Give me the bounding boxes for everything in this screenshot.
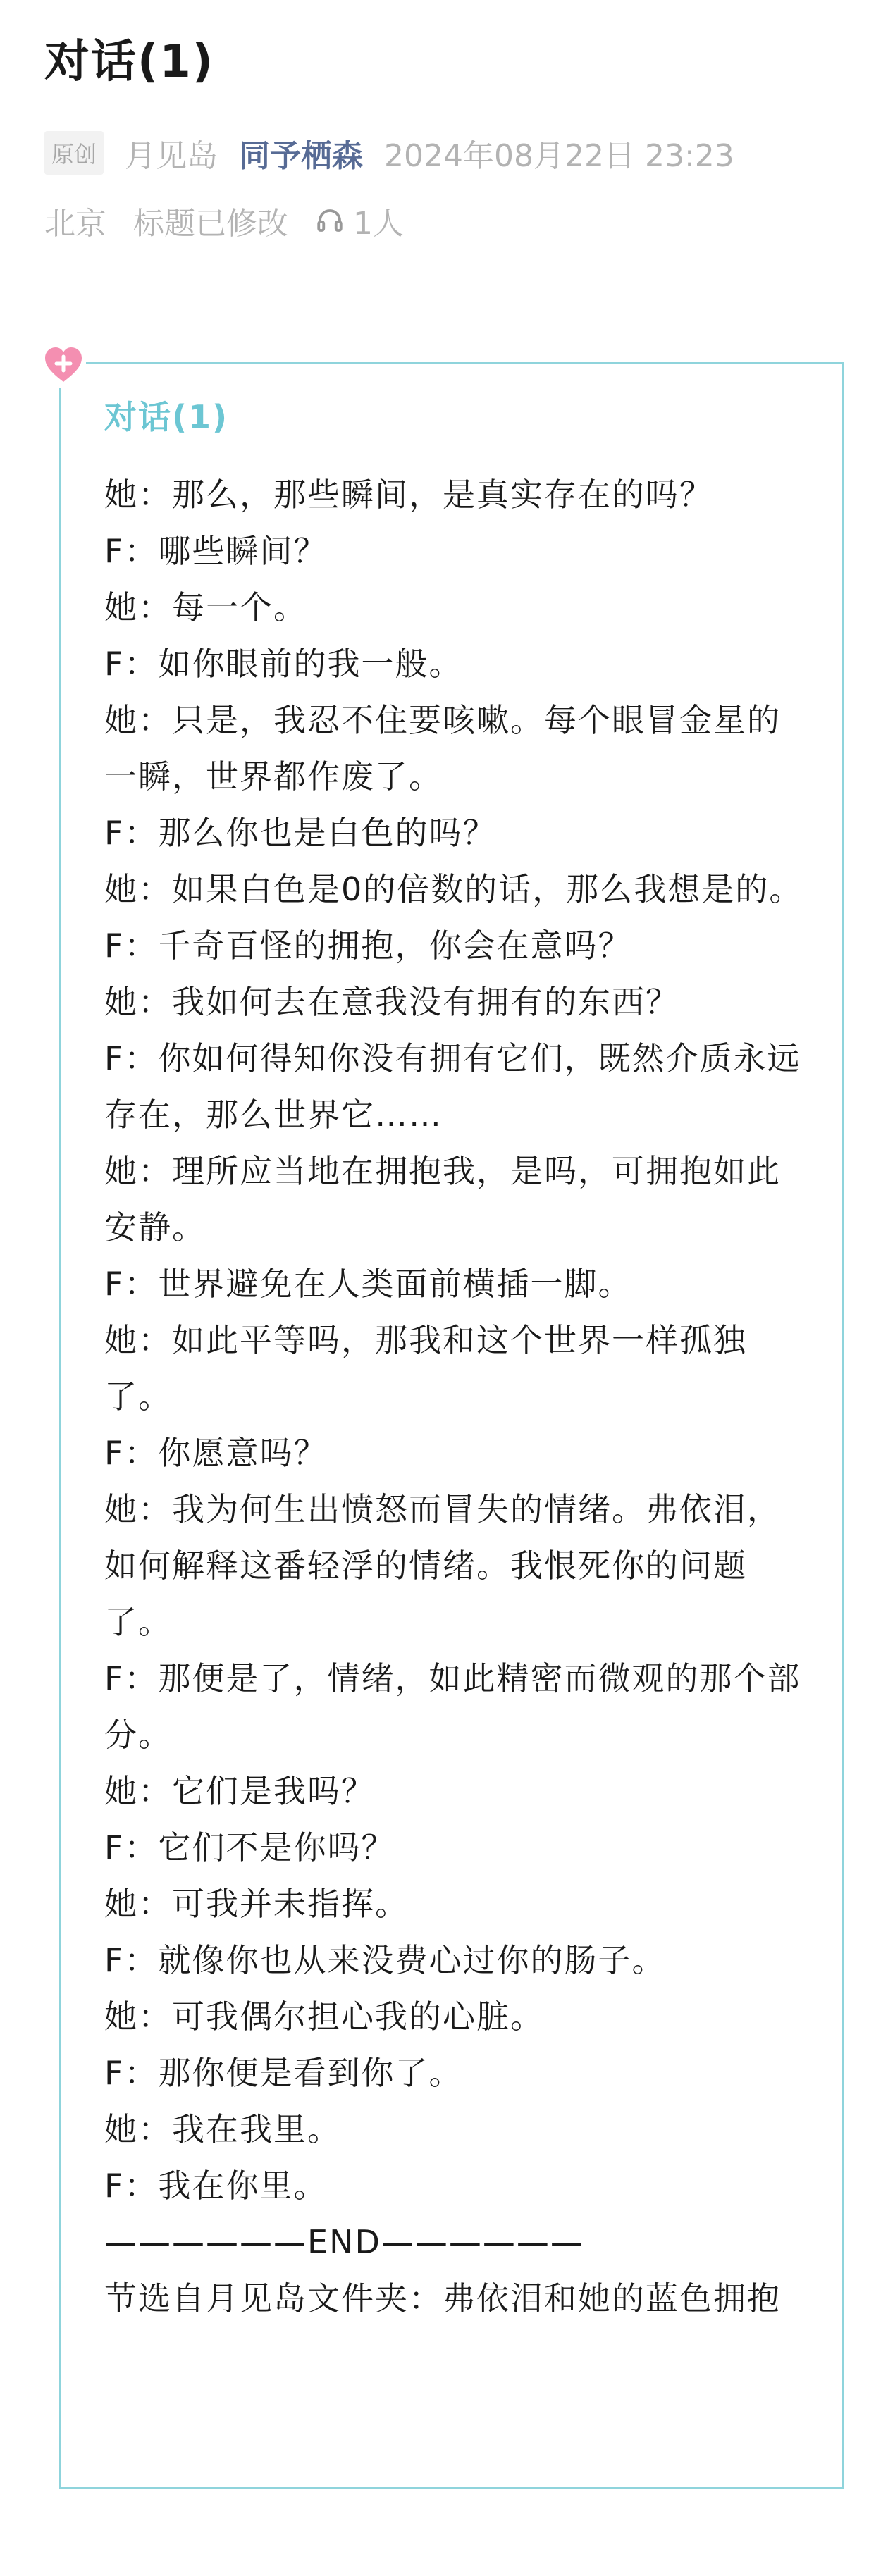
dialogue-line: 她：我如何去在意我没有拥有的东西？ xyxy=(104,983,679,1021)
dialogue-line: 她：可我偶尔担心我的心脏。 xyxy=(104,1998,544,2036)
listener-count: 1人 xyxy=(353,206,404,242)
account-name[interactable]: 月见岛 xyxy=(125,138,218,174)
dialogue-line: 她：如果白色是0的倍数的话，那么我想是的。 xyxy=(104,870,803,908)
original-badge: 原创 xyxy=(44,131,104,175)
dialogue-line: F：如你眼前的我一般。 xyxy=(104,645,463,683)
dialogue-line: F：千奇百怪的拥抱，你会在意吗？ xyxy=(104,927,632,965)
author-link[interactable]: 同予栖森 xyxy=(239,138,364,174)
source-note: 节选自月见岛文件夹：弗依泪和她的蓝色拥抱 xyxy=(104,2279,781,2317)
dialogue-line: F：它们不是你吗？ xyxy=(104,1828,395,1866)
publish-location: 北京 xyxy=(44,206,106,242)
dialogue-body xyxy=(104,466,809,2327)
dialogue-line: F：你愿意吗？ xyxy=(104,1434,328,1472)
dialogue-line: 她：可我并未指挥。 xyxy=(104,1885,409,1923)
dialogue-line: F：世界避免在人类面前横插一脚。 xyxy=(104,1265,632,1303)
dialogue-line: F：那你便是看到你了。 xyxy=(104,2054,463,2092)
card-title: 对话(1) xyxy=(104,398,229,436)
end-divider: ——————END—————— xyxy=(104,2223,584,2261)
listen-button[interactable] xyxy=(315,198,404,243)
publish-datetime: 2024年08月22日 23:23 xyxy=(384,138,734,174)
article-meta-secondary xyxy=(44,196,404,245)
dialogue-line: F：那便是了，情绪，如此精密而微观的那个部分。 xyxy=(104,1659,801,1754)
dialogue-line: 她：理所应当地在拥抱我，是吗，可拥抱如此安静。 xyxy=(104,1152,781,1246)
dialogue-line: 她：如此平等吗，那我和这个世界一样孤独了。 xyxy=(104,1321,747,1416)
dialogue-line: F：我在你里。 xyxy=(104,2167,328,2205)
dialogue-line: F：就像你也从来没费心过你的肠子。 xyxy=(104,1941,666,1979)
dialogue-line: F：那么你也是白色的吗？ xyxy=(104,814,497,852)
dialogue-line: 她：它们是我吗？ xyxy=(104,1772,375,1810)
dialogue-line: F：你如何得知你没有拥有它们，既然介质永远存在，那么世界它…… xyxy=(104,1039,801,1134)
headphones-icon xyxy=(315,206,345,235)
dialogue-line: 她：那么，那些瞬间，是真实存在的吗？ xyxy=(104,476,713,514)
edit-note: 标题已修改 xyxy=(133,206,288,242)
article-title: 对话(1) xyxy=(44,36,215,88)
dialogue-line: 她：只是，我忍不住要咳嗽。每个眼冒金星的一瞬，世界都作废了。 xyxy=(104,701,781,795)
dialogue-line: 她：每一个。 xyxy=(104,588,307,626)
dialogue-line: F：哪些瞬间？ xyxy=(104,532,328,570)
dialogue-line: 她：我为何生出愤怒而冒失的情绪。弗依泪，如何解释这番轻浮的情绪。我恨死你的问题了。 xyxy=(104,1490,781,1641)
article-meta xyxy=(44,128,734,178)
heart-plus-icon xyxy=(41,342,86,388)
dialogue-line: 她：我在我里。 xyxy=(104,2110,341,2148)
